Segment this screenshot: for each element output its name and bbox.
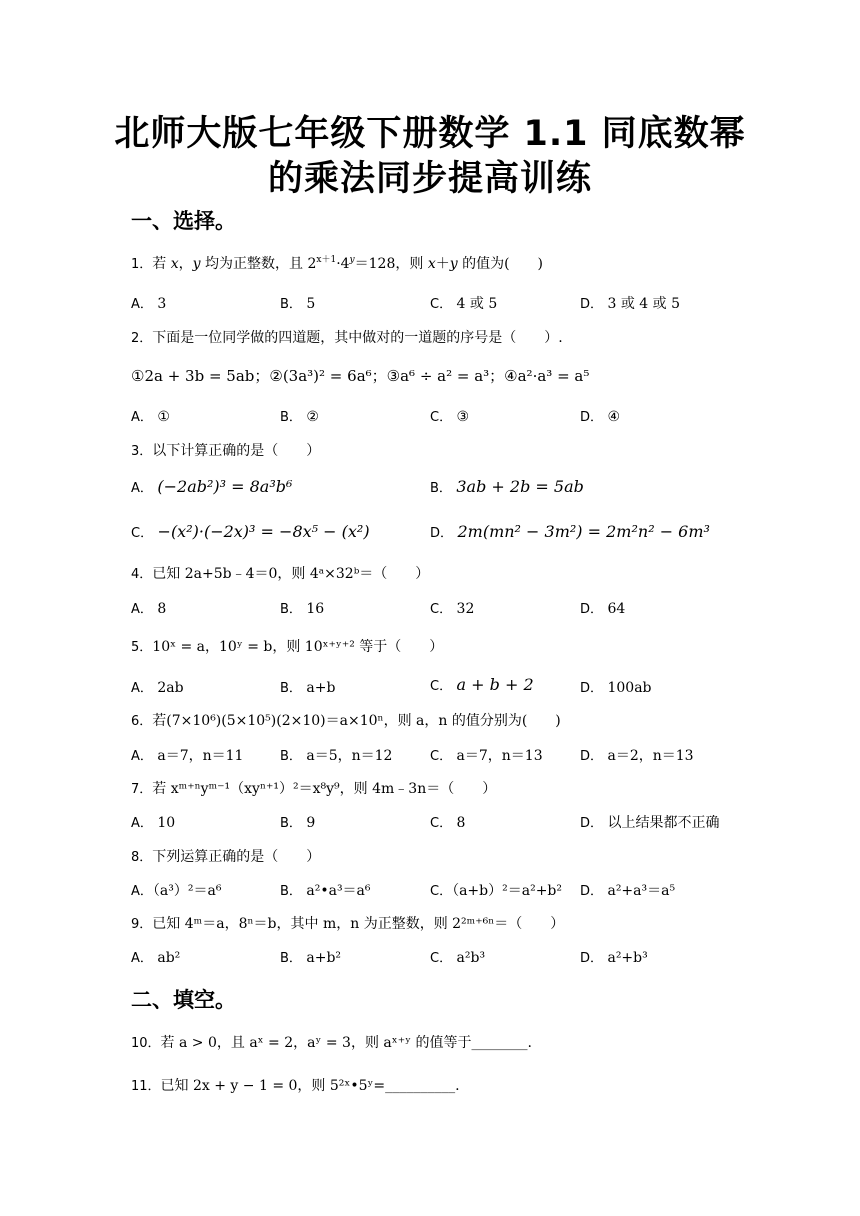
q4-option-d: D． 64 bbox=[580, 601, 626, 617]
q8-option-c: C．（a+b）²＝a²+b² bbox=[430, 883, 562, 899]
q2-option-b: B． ② bbox=[280, 409, 319, 425]
q7-option-c: C． 8 bbox=[430, 815, 466, 831]
section-heading-fill: 二、填空。 bbox=[131, 988, 236, 1012]
q4-option-a: A． 8 bbox=[131, 601, 167, 617]
q7-option-b: B． 9 bbox=[280, 815, 316, 831]
q6-option-a: A． a＝7，n＝11 bbox=[131, 748, 244, 764]
q7-option-a: A． 10 bbox=[131, 815, 176, 831]
q6-option-b: B． a＝5，n＝12 bbox=[280, 748, 393, 764]
question-11: 11．已知 2x + y − 1 = 0，则 5²ˣ•5ʸ=__________. bbox=[131, 1078, 460, 1094]
question-8: 8．下列运算正确的是（ ） bbox=[131, 849, 321, 865]
q9-option-b: B． a+b² bbox=[280, 950, 342, 966]
q3-option-d: D． 2m(mn² − 3m²) = 2m²n² − 6m³ bbox=[430, 522, 710, 541]
q4-option-c: C． 32 bbox=[430, 601, 475, 617]
q6-option-d: D． a＝2，n＝13 bbox=[580, 748, 694, 764]
q8-option-b: B． a²•a³＝a⁶ bbox=[280, 883, 371, 899]
q9-option-c: C． a²b³ bbox=[430, 950, 486, 966]
section-heading-choice: 一、选择。 bbox=[131, 209, 236, 233]
q9-option-d: D． a²+b³ bbox=[580, 950, 648, 966]
q5-option-d: D． 100ab bbox=[580, 680, 652, 696]
q7-option-d: D． 以上结果都不正确 bbox=[580, 815, 720, 831]
question-2-items: ①2a + 3b = 5ab；②(3a³)² = 6a⁶；③a⁶ ÷ a² = a³；④a²·a³ = a⁵ bbox=[131, 367, 590, 385]
q5-option-a: A． 2ab bbox=[131, 680, 184, 696]
question-5: 5．10ˣ = a，10ʸ = b，则 10ˣ⁺ʸ⁺² 等于（ ） bbox=[131, 639, 444, 655]
q1-option-c: C． 4 或 5 bbox=[430, 296, 498, 312]
q3-option-b: B． 3ab + 2b = 5ab bbox=[430, 477, 584, 496]
q3-option-c: C． −(x²)·(−2x)³ = −8x⁵ − (x²) bbox=[131, 522, 370, 541]
question-2: 2．下面是一位同学做的四道题，其中做对的一道题的序号是（ ）. bbox=[131, 330, 563, 346]
question-1: 1．若 x，y 均为正整数，且 $2^{x+1}\cdot 4^y=128$，则 x＋y 的值为( ) bbox=[131, 255, 544, 272]
question-6: 6．若(7×10⁶)(5×10⁵)(2×10)＝a×10ⁿ，则 a，n 的值分别为( ) bbox=[131, 713, 561, 729]
q5-option-c: C． a + b + 2 bbox=[430, 675, 534, 694]
question-3: 3．以下计算正确的是（ ） bbox=[131, 443, 321, 459]
q8-option-d: D． a²+a³＝a⁵ bbox=[580, 883, 676, 899]
page-title-line2: 的乘法同步提高训练 bbox=[267, 159, 592, 199]
page-title-line1: 北师大版七年级下册数学 1.1 同底数幂 bbox=[114, 114, 746, 154]
q1-option-b: B． 5 bbox=[280, 296, 316, 312]
q6-option-c: C． a＝7，n＝13 bbox=[430, 748, 543, 764]
question-4: 4．已知 2a+5b﹣4＝0，则 4ᵃ×32ᵇ＝（ ） bbox=[131, 566, 430, 582]
q8-option-a: A．（a³）²＝a⁶ bbox=[131, 883, 222, 899]
q2-option-d: D． ④ bbox=[580, 409, 621, 425]
q1-option-d: D． 3 或 4 或 5 bbox=[580, 296, 680, 312]
q4-option-b: B． 16 bbox=[280, 601, 325, 617]
q9-option-a: A． ab² bbox=[131, 950, 181, 966]
q3-option-a: A． (−2ab²)³ = 8a³b⁶ bbox=[131, 477, 293, 496]
q1-option-a: A． 3 bbox=[131, 296, 167, 312]
question-10: 10．若 a > 0，且 aˣ = 2，aʸ = 3，则 aˣ⁺ʸ 的值等于________. bbox=[131, 1035, 532, 1051]
question-9: 9．已知 4ᵐ＝a，8ⁿ＝b，其中 m，n 为正整数，则 2²ᵐ⁺⁶ⁿ＝（ ） bbox=[131, 916, 565, 932]
question-7: 7．若 xᵐ⁺ⁿyᵐ⁻¹（xyⁿ⁺¹）²＝x⁸y⁹，则 4m﹣3n＝（ ） bbox=[131, 781, 497, 797]
q2-option-a: A． ① bbox=[131, 409, 170, 425]
q2-option-c: C． ③ bbox=[430, 409, 470, 425]
q5-option-b: B． a+b bbox=[280, 680, 336, 696]
